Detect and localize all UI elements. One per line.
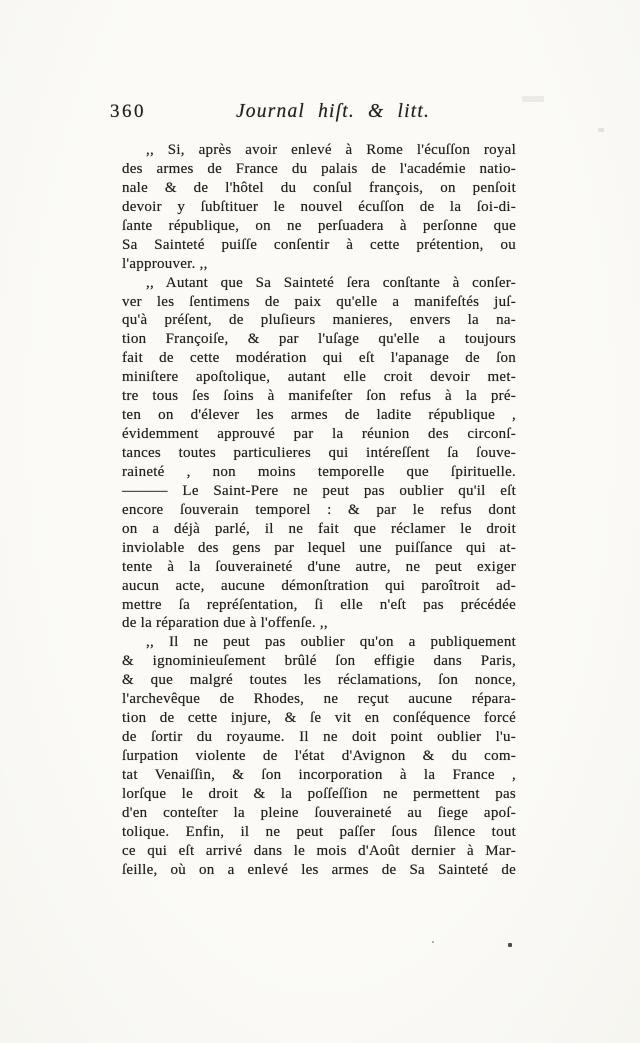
text-line: & ignominieuſement brûlé ſon effigie dans Paris, xyxy=(122,653,516,670)
text-line: tente à la ſouveraineté d'une autre, ne peut exiger xyxy=(122,558,516,575)
text-line: ,, Si, après avoir enlevé à Rome l'écuſſon royal xyxy=(146,142,516,158)
text-line: des armes de France du palais de l'académie natio- xyxy=(122,160,516,177)
text-line: & que malgré toutes les réclamations, ſon nonce, xyxy=(122,672,516,689)
text-line: ten on d'élever les armes de ladite république , xyxy=(122,407,516,424)
ink-speck xyxy=(522,96,544,102)
running-title: Journal hiſt. & litt. xyxy=(235,101,431,122)
text-line: ――― Le Saint-Pere ne peut pas oublier qu'il eſt xyxy=(122,482,516,499)
text-line: aucun acte, aucune démonſtration qui paroîtroit ad- xyxy=(122,577,516,594)
text-line: de ſortir du royaume. Il ne doit point oublier l'u- xyxy=(122,729,516,746)
text-line: encore ſouverain temporel : & par le refus dont xyxy=(122,501,516,518)
text-line: tolique. Enfin, il ne peut paſſer ſous ſilence tout xyxy=(122,823,516,840)
text-line: tre tous ſes ſoins à manifeſter ſon refus à la pré- xyxy=(122,388,516,405)
page-header xyxy=(110,101,516,125)
text-line: miniſtere apoſtolique, autant elle croit devoir met- xyxy=(122,369,516,386)
text-line: Sa Sainteté puiſſe conſentir à cette prétention, ou xyxy=(122,236,516,253)
text-line: ce qui eſt arrivé dans le mois d'Août dernier à Mar- xyxy=(122,842,516,859)
text-line: d'en conteſter la pleine ſouveraineté au ſiege apoſ- xyxy=(122,804,516,821)
text-line: devoir y ſubſtituer le nouvel écuſſon de la ſoi-di- xyxy=(122,198,516,215)
text-line: ſante république, on ne perſuadera à perſonne que xyxy=(122,217,516,234)
text-line: ,, Il ne peut pas oublier qu'on a publiquement xyxy=(146,634,516,651)
text-line: l'approuver. ,, xyxy=(122,255,208,272)
text-line: tion de cette injure, & ſe vit en conſéquence forcé xyxy=(122,710,516,727)
text-line: ver les ſentimens de paix qu'elle a manifeſtés juſ- xyxy=(122,293,516,310)
text-line: nale & de l'hôtel du conſul françois, on penſoit xyxy=(122,179,516,196)
text-line: on a déjà parlé, il ne fait que réclamer le droit xyxy=(122,520,516,537)
text-line: évidemment approuvé par la réunion des circonſ- xyxy=(122,426,516,443)
text-line: de la réparation due à l'offenſe. ,, xyxy=(122,615,328,632)
text-line: ſurpation violente de l'état d'Avignon & du com- xyxy=(122,748,516,764)
text-line: tion Françoiſe, & par l'uſage qu'elle a toujours xyxy=(122,331,516,348)
ink-speck xyxy=(508,943,512,947)
text-line: l'archevêque de Rhodes, ne reçut aucune répara- xyxy=(122,691,516,708)
text-line: raineté , non moins temporelle que ſpirituelle. xyxy=(122,463,516,480)
text-line: qu'à préſent, de pluſieurs manieres, envers la na- xyxy=(122,312,516,329)
page-number: 360 xyxy=(110,101,146,122)
text-line: inviolable des gens par lequel une puiſſance qui at- xyxy=(122,539,516,556)
text-line: ſeille, où on a enlevé les armes de Sa Sainteté de xyxy=(122,861,516,878)
text-line: tat Venaiſſin, & ſon incorporation à la France , xyxy=(122,766,516,783)
text-line: lorſque le droit & la poſſeſſion ne permettent pas xyxy=(122,785,516,802)
ink-speck xyxy=(432,941,434,943)
text-line: mettre ſa repréſentation, ſi elle n'eſt pas précédée xyxy=(122,596,516,613)
ink-speck xyxy=(598,128,604,132)
text-line: ,, Autant que Sa Sainteté ſera conſtante à conſer- xyxy=(146,274,516,291)
text-line: fait de cette modération qui eſt l'apanage de ſon xyxy=(122,350,516,367)
text-column xyxy=(122,141,516,880)
text-line: tances toutes particulieres qui intéreſſent ſa ſouve- xyxy=(122,445,516,461)
